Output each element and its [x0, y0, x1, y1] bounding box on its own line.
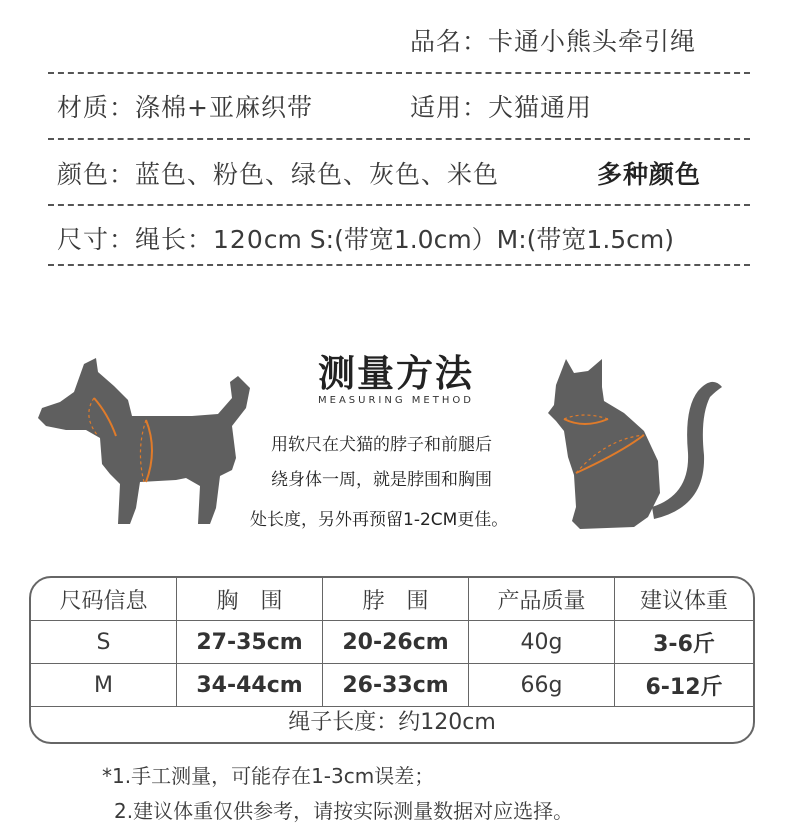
rope-length: 绳子长度：约120cm — [288, 710, 496, 735]
measure-desc-3: 处长度，另外再预留1-2CM更佳。 — [250, 510, 509, 530]
table-header: 产品质量 — [469, 578, 615, 621]
cat-silhouette — [540, 357, 725, 535]
material: 材质：涤棉+亚麻织带 — [57, 93, 313, 122]
table-cell: S — [31, 621, 177, 664]
table-cell: 66g — [469, 664, 615, 707]
table-cell: M — [31, 664, 177, 707]
dog-silhouette — [36, 358, 251, 530]
color-label: 颜色：蓝色、粉色、绿色、灰色、米色 — [57, 160, 500, 189]
table-cell: 34-44cm — [177, 664, 323, 707]
table-cell: 6-12斤 — [615, 664, 754, 707]
divider — [48, 264, 750, 266]
dog-body — [38, 358, 250, 524]
table-cell: 20-26cm — [323, 621, 469, 664]
table-cell: 3-6斤 — [615, 621, 754, 664]
note-2: 2.建议体重仅供参考，请按实际测量数据对应选择。 — [114, 799, 574, 823]
cat-tail — [652, 382, 722, 519]
table-cell: 26-33cm — [323, 664, 469, 707]
product-name: 品名：卡通小熊头牵引绳 — [410, 27, 697, 56]
note-1: *1.手工测量，可能存在1-3cm误差； — [102, 764, 435, 788]
color-note: 多种颜色 — [597, 160, 702, 189]
size-table — [29, 576, 755, 744]
table-row — [31, 621, 753, 664]
usage: 适用：犬猫通用 — [410, 93, 593, 122]
measure-subtitle: MEASURING METHOD — [318, 395, 474, 406]
measure-title: 测量方法 — [318, 352, 474, 395]
table-cell: 40g — [469, 621, 615, 664]
table-cell: 27-35cm — [177, 621, 323, 664]
table-header: 尺码信息 — [31, 578, 177, 621]
measure-desc-1: 用软尺在犬猫的脖子和前腿后 — [271, 435, 492, 455]
divider — [48, 138, 750, 140]
size-line — [57, 220, 674, 256]
table-header-row — [31, 578, 753, 621]
table-header: 脖 围 — [323, 578, 469, 621]
table-row — [31, 664, 753, 707]
size-label: 尺寸：绳长： — [57, 225, 214, 254]
cat-body — [548, 359, 660, 529]
divider — [48, 72, 750, 74]
size-value: 120 — [213, 225, 264, 254]
measure-desc-2: 绕身体一周，就是脖围和胸围 — [271, 470, 492, 490]
size-rest: cm S:(带宽1.0cm）M:(带宽1.5cm) — [263, 225, 675, 254]
table-header: 胸 围 — [177, 578, 323, 621]
divider — [48, 204, 750, 206]
table-header: 建议体重 — [615, 578, 754, 621]
